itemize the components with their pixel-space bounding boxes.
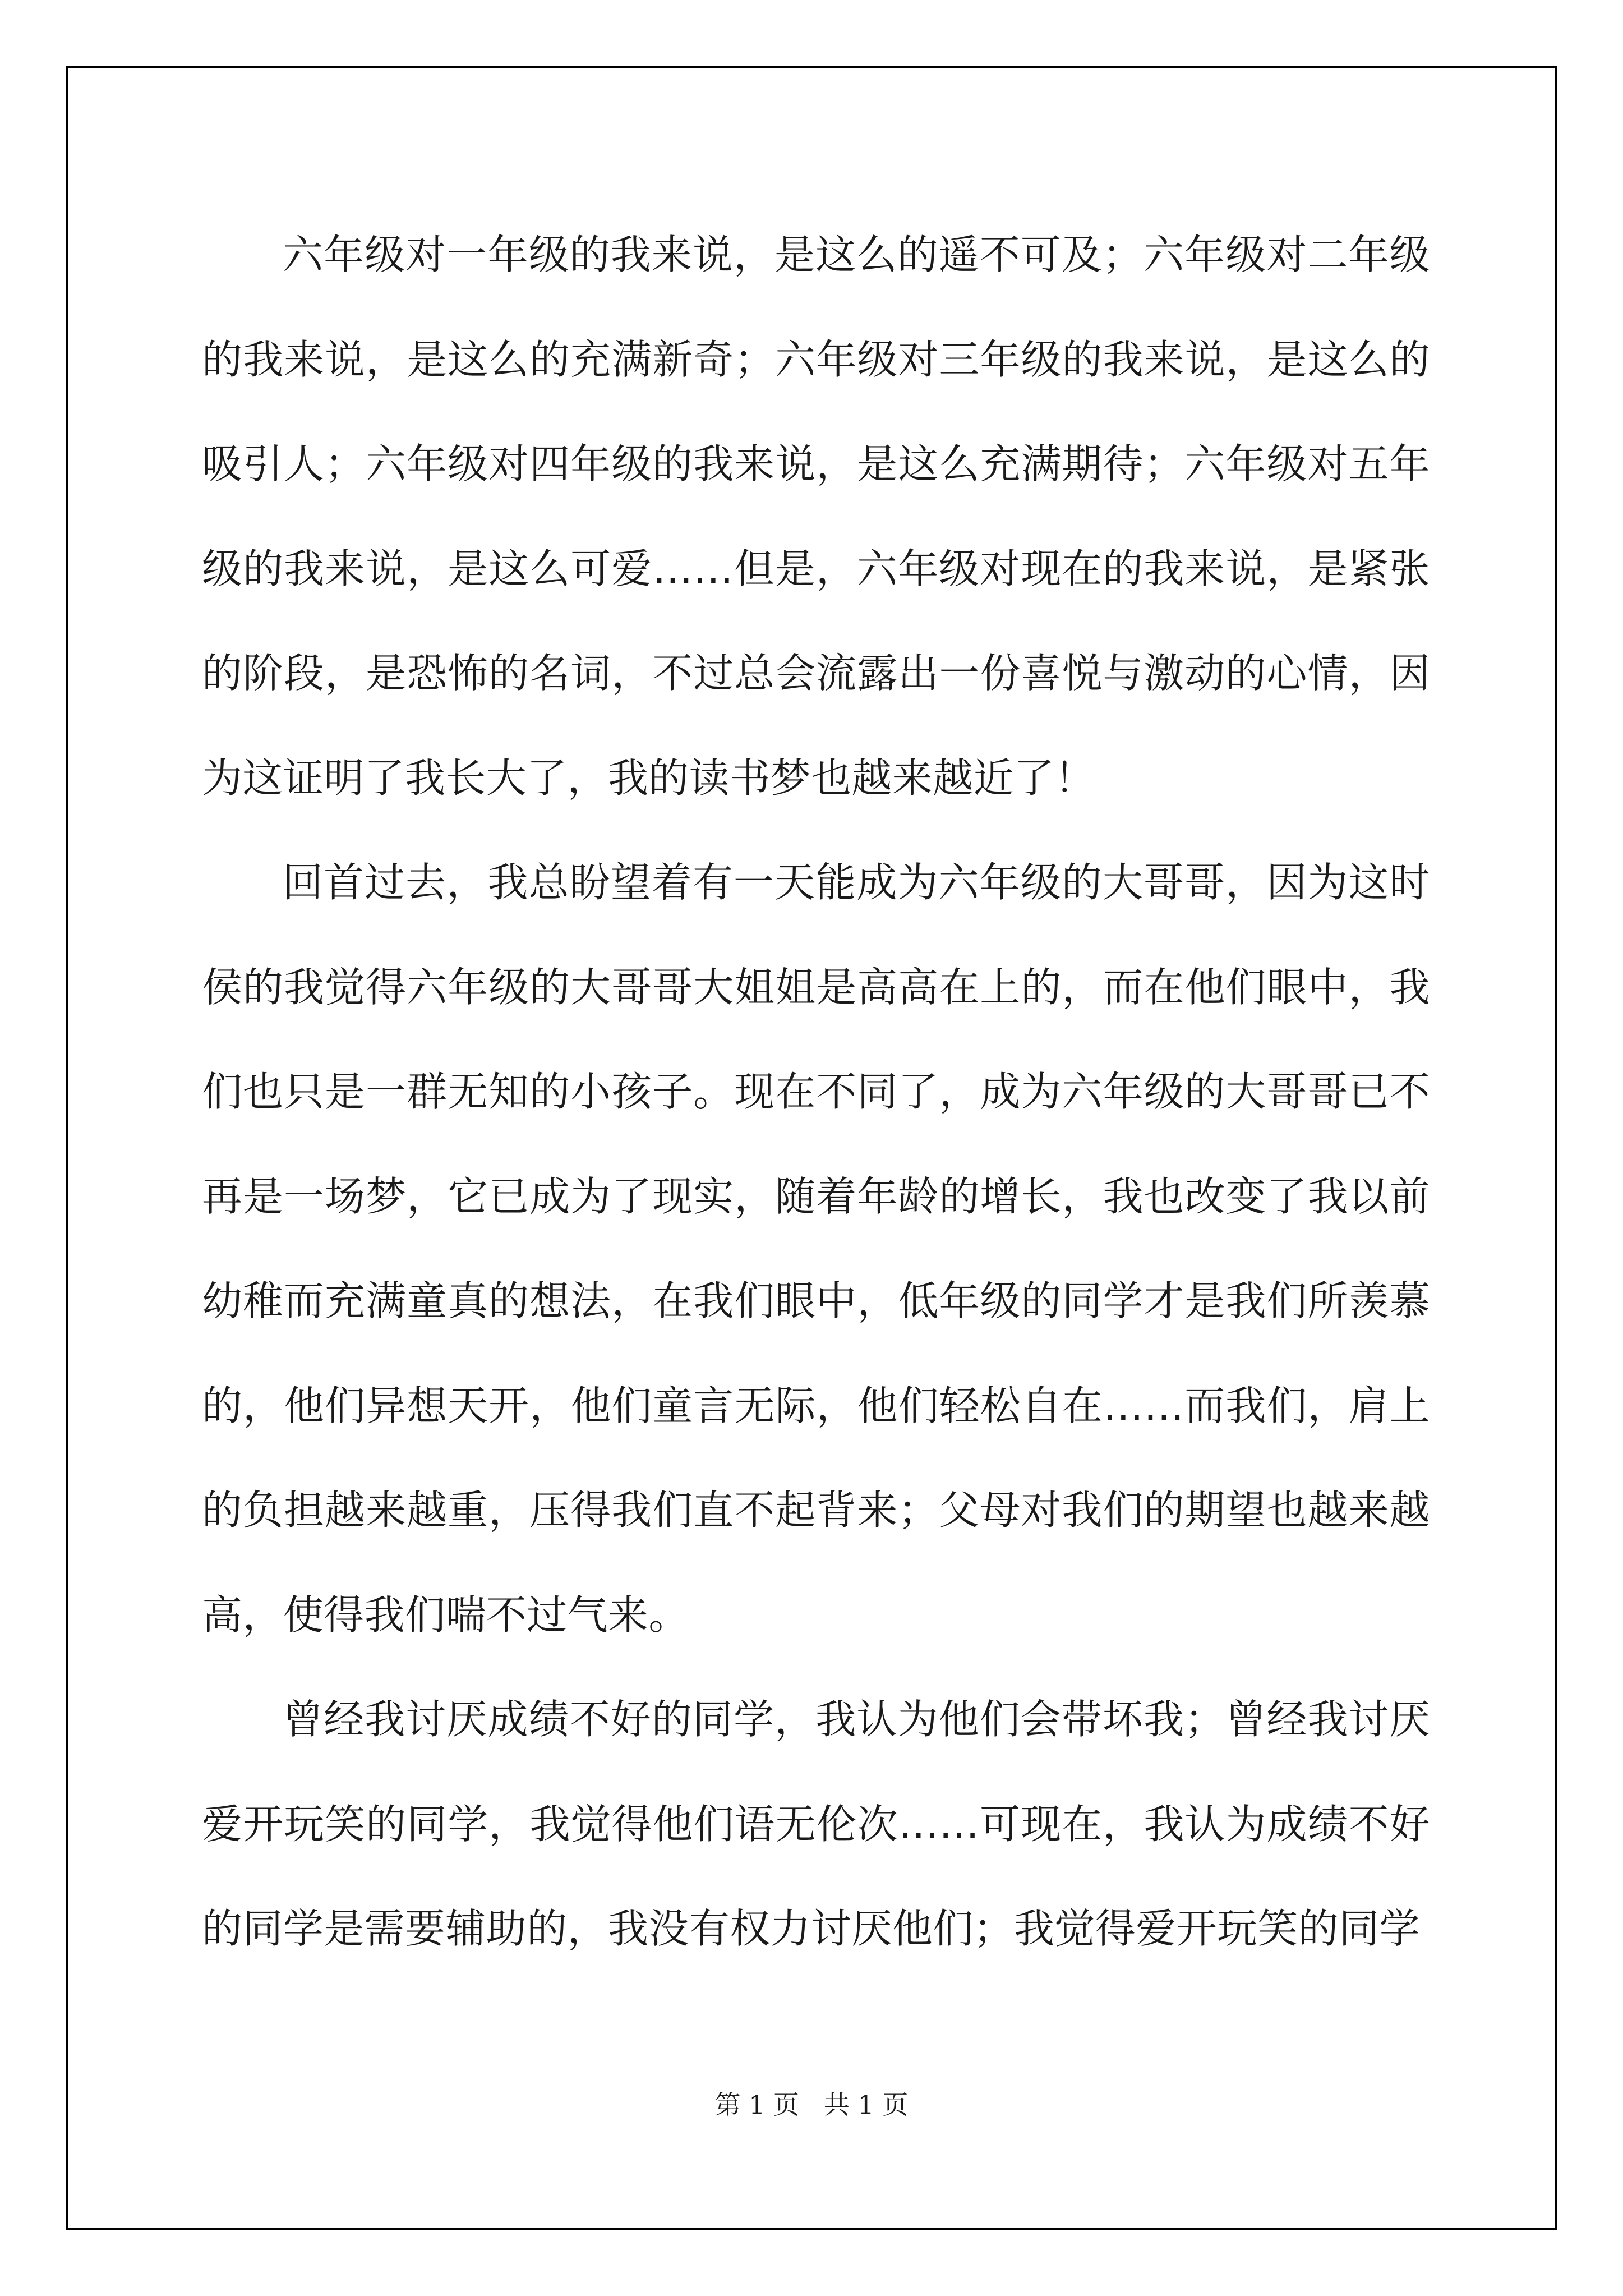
- paragraph-3: 曾经我讨厌成绩不好的同学，我认为他们会带坏我；曾经我讨厌爱开玩笑的同学，我觉得他们语无伦次……可现在，我认为成绩不好的同学是需要辅助的，我没有权力讨厌他们；我觉得爱开玩笑的同学: [202, 1696, 1430, 1952]
- paragraph-1: 六年级对一年级的我来说，是这么的遥不可及；六年级对二年级的我来说，是这么的充满新奇；六年级对三年级的我来说，是这么的吸引人；六年级对四年级的我来说，是这么充满期待；六年级对五年级的我来说，是这么可爱……但是，六年级对现在的我来说，是紧张的阶段，是恐怖的名词，不过总会流露出一份喜悦与激动的心情，因为这证明了我长大了，我的读书梦也越来越近了！: [202, 231, 1430, 802]
- page-footer: 第 1 页 共 1 页: [714, 2090, 909, 2120]
- document-body: [202, 203, 1430, 1981]
- paragraph-2: 回首过去，我总盼望着有一天能成为六年级的大哥哥，因为这时侯的我觉得六年级的大哥哥大姐姐是高高在上的，而在他们眼中，我们也只是一群无知的小孩子。现在不同了，成为六年级的大哥哥已不再是一场梦，它已成为了现实，随着年龄的增长，我也改变了我以前幼稚而充满童真的想法，在我们眼中，低年级的同学才是我们所羡慕的，他们异想天开，他们童言无际，他们轻松自在……而我们，肩上的负担越来越重，压得我们直不起背来；父母对我们的期望也越来越高，使得我们喘不过气来。: [202, 859, 1430, 1639]
